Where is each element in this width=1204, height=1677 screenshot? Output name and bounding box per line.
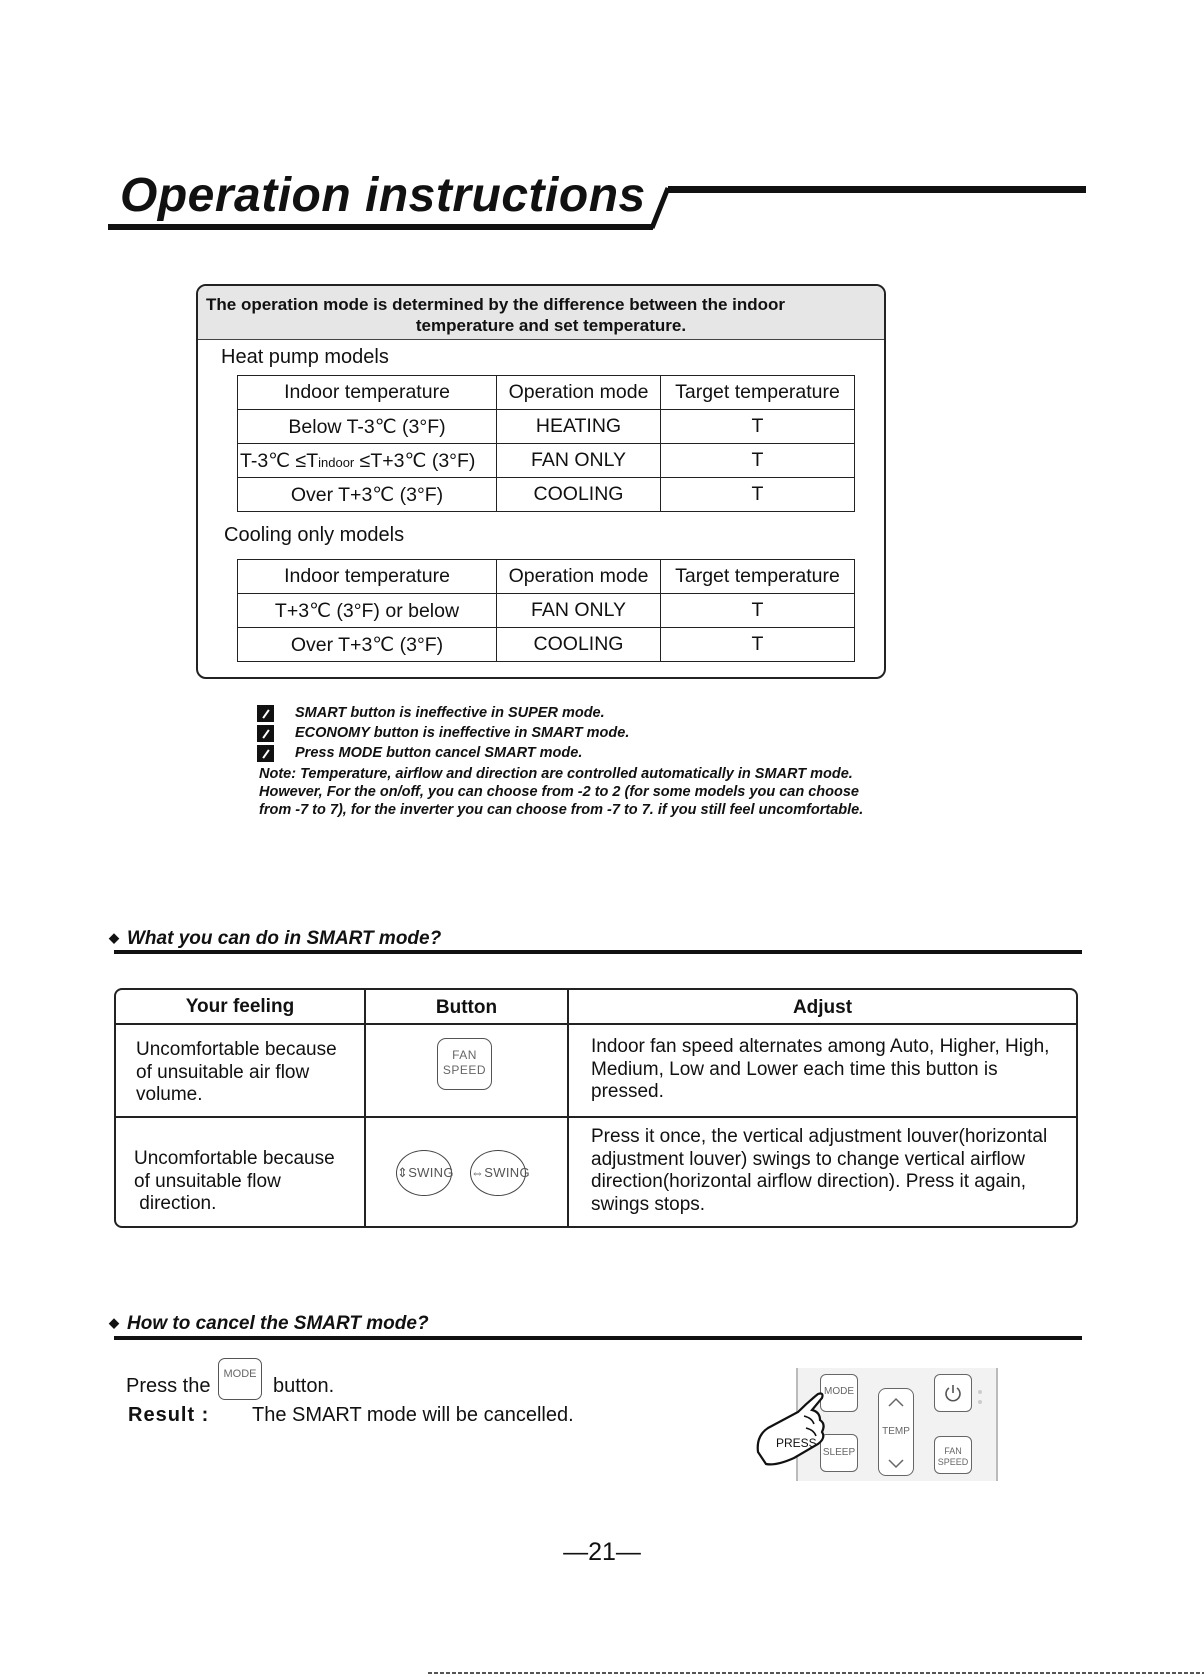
temp-up-icon[interactable] — [888, 1397, 904, 1407]
note-check-icon — [257, 725, 274, 742]
feeling-line: volume. — [136, 1084, 203, 1105]
column-divider — [567, 990, 569, 1226]
adjust-line: Press it once, the vertical adjustment louver(horizontal — [591, 1126, 1048, 1147]
bottom-dotted-rule — [428, 1672, 1204, 1674]
note-line: However, For the on/off, you can choose from -2 to 2 (for some models you can choose — [259, 784, 859, 800]
mode-cell: FAN ONLY — [497, 594, 661, 628]
diamond-bullet-icon: ◆ — [109, 930, 119, 945]
col-header-mode: Operation mode — [497, 376, 661, 410]
press-suffix: button. — [273, 1375, 335, 1397]
mode-cell: COOLING — [497, 478, 661, 512]
adjust-line: pressed. — [591, 1081, 664, 1102]
col-header-adjust: Adjust — [792, 997, 853, 1018]
target-cell: T — [661, 628, 855, 662]
mode-key[interactable]: MODE — [218, 1358, 262, 1400]
cancel-section-heading — [109, 1313, 429, 1335]
adjust-line: adjustment louver) swings to change vertical airflow — [591, 1148, 1026, 1170]
title-underline — [108, 224, 653, 230]
target-cell: T — [661, 594, 855, 628]
row-divider — [116, 1116, 1076, 1118]
remote-fan-line1: FAN — [944, 1446, 962, 1456]
indoor-cell: Below T-3℃ (3°F) — [238, 410, 497, 444]
indicator-dot — [978, 1400, 982, 1404]
adjust-cell — [591, 1036, 1049, 1104]
diamond-bullet-icon: ◆ — [109, 1315, 119, 1330]
result-label: Result : — [128, 1404, 210, 1426]
indoor-cell: Over T+3℃ (3°F) — [238, 478, 497, 512]
heat-pump-label: Heat pump models — [221, 346, 389, 368]
feeling-line: of unsuitable flow — [134, 1170, 281, 1192]
col-header-indoor: Indoor temperature — [238, 376, 497, 410]
smart-section-heading-text: What you can do in SMART mode? — [127, 928, 442, 949]
col-header-feeling: Your feeling — [185, 996, 295, 1017]
note-check-icon — [257, 705, 274, 722]
heat-pump-table — [237, 375, 855, 512]
remote-mode-key[interactable]: MODE — [820, 1374, 858, 1412]
title-rule — [668, 186, 1086, 193]
fan-speed-label-line2: SPEED — [442, 1063, 487, 1077]
fan-speed-button[interactable] — [437, 1038, 492, 1090]
fan-speed-label-line1: FAN — [452, 1048, 477, 1062]
table-row — [238, 478, 855, 512]
press-prefix: Press the — [126, 1375, 211, 1397]
column-divider — [364, 990, 366, 1226]
adjust-line: swings stops. — [591, 1193, 706, 1215]
heading-line-1: The operation mode is determined by the difference between the indoor — [206, 295, 786, 314]
target-cell: T — [661, 444, 855, 478]
adjust-cell — [591, 1126, 1047, 1216]
col-header-target: Target temperature — [661, 560, 855, 594]
adjust-line: Medium, Low and Lower each time this button is — [591, 1058, 998, 1080]
mode-cell: FAN ONLY — [497, 444, 661, 478]
remote-fan-speed-key[interactable] — [934, 1436, 972, 1474]
feeling-line: of unsuitable air flow — [136, 1061, 310, 1083]
mode-cell: HEATING — [497, 410, 661, 444]
section-rule — [114, 950, 1082, 954]
table-row — [238, 376, 855, 410]
result-text: The SMART mode will be cancelled. — [252, 1404, 574, 1426]
cooling-only-label: Cooling only models — [224, 524, 405, 546]
remote-power-key[interactable] — [934, 1374, 972, 1412]
remote-edge — [996, 1368, 998, 1481]
note-check-icon — [257, 745, 274, 762]
note-line: Note: Temperature, airflow and direction are controlled automatically in SMART mode. — [259, 766, 853, 782]
indoor-cell: Over T+3℃ (3°F) — [238, 628, 497, 662]
note-line: from -7 to 7), for the inverter you can choose from -7 to 7. if you still feel uncomfortable. — [259, 802, 864, 818]
adjust-line: direction(horizontal airflow direction). Press it again, — [591, 1171, 1027, 1192]
table-row — [238, 628, 855, 662]
mode-cell: COOLING — [497, 628, 661, 662]
indoor-cell — [238, 444, 497, 478]
col-header-target: Target temperature — [661, 376, 855, 410]
remote-sleep-key[interactable]: SLEEP — [820, 1434, 858, 1472]
press-label: PRESS — [776, 1436, 817, 1450]
col-header-indoor: Indoor temperature — [238, 560, 497, 594]
power-icon — [944, 1383, 962, 1403]
table-row — [238, 594, 855, 628]
remote-temp-label: TEMP — [882, 1426, 910, 1437]
cancel-section-heading-text: How to cancel the SMART mode? — [127, 1313, 429, 1334]
feeling-cell — [136, 1039, 337, 1107]
target-cell: T — [661, 478, 855, 512]
remote-fan-line2: SPEED — [937, 1457, 969, 1467]
vertical-swing-button[interactable]: ⇕SWING — [396, 1150, 452, 1196]
col-header-button: Button — [435, 997, 498, 1018]
temp-down-icon[interactable] — [888, 1459, 904, 1469]
smart-section-heading — [109, 928, 441, 950]
remote-temp-rocker[interactable] — [878, 1388, 914, 1476]
indicator-dot — [978, 1390, 982, 1394]
feeling-line: Uncomfortable because — [134, 1148, 335, 1169]
smart-mode-table — [114, 988, 1078, 1228]
col-header-mode: Operation mode — [497, 560, 661, 594]
indoor-range-start: T-3℃ ≤T — [240, 449, 319, 472]
cooling-only-table — [237, 559, 855, 662]
target-cell: T — [661, 410, 855, 444]
operation-mode-heading — [198, 286, 884, 340]
table-row — [238, 560, 855, 594]
table-row — [238, 410, 855, 444]
operation-mode-box — [196, 284, 886, 679]
indoor-cell: T+3℃ (3°F) or below — [238, 594, 497, 628]
page-title: Operation instructions — [120, 169, 646, 222]
pressing-hand-icon — [754, 1392, 834, 1472]
table-row — [238, 444, 855, 478]
note-item: SMART button is ineffective in SUPER mode. — [295, 705, 605, 721]
note-item: ECONOMY button is ineffective in SMART mode. — [295, 725, 630, 741]
feeling-cell — [134, 1148, 335, 1216]
feeling-line: direction. — [134, 1193, 217, 1214]
adjust-line: Indoor fan speed alternates among Auto, Higher, High, — [591, 1036, 1050, 1057]
heading-line-2: temperature and set temperature. — [415, 316, 687, 335]
horizontal-swing-button[interactable]: ⇔SWING — [470, 1150, 526, 1196]
indoor-subscript: indoor — [318, 454, 355, 470]
section-rule — [114, 1336, 1082, 1340]
row-divider — [116, 1023, 1076, 1025]
feeling-line: Uncomfortable because — [136, 1039, 337, 1060]
page-number: —21— — [563, 1538, 641, 1566]
indoor-range-end: ≤T+3℃ (3°F) — [354, 449, 476, 472]
note-item: Press MODE button cancel SMART mode. — [295, 745, 583, 761]
